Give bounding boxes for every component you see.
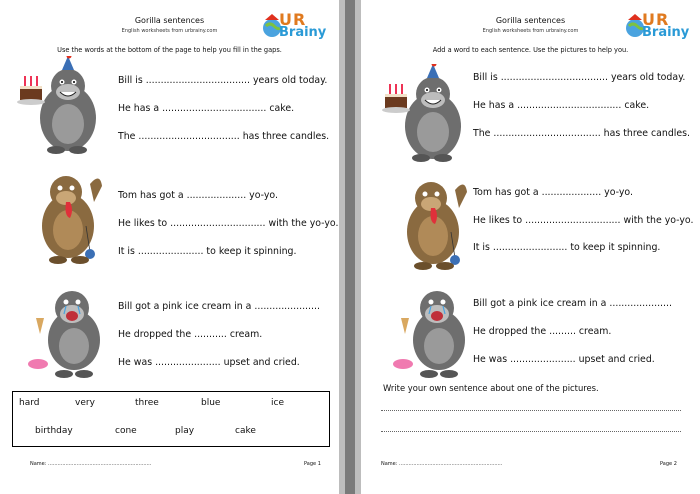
sentence-9: He was ...................... upset and cried.	[473, 354, 655, 365]
writing-line	[381, 410, 681, 411]
sentence-3: The .................................. has three candles.	[118, 131, 330, 142]
page-title: Gorilla sentences	[134, 16, 205, 25]
gorilla-with-yoyo-image	[393, 172, 477, 272]
page-subtitle: English worksheets from urbrainy.com	[482, 28, 579, 34]
gorilla-with-cake-image	[381, 64, 471, 164]
word-bank-box	[12, 391, 330, 447]
logo-text-brainy: Brainy	[642, 25, 690, 40]
gorilla-with-cake-image	[16, 56, 106, 156]
name-field-label: Name: .................................................................	[30, 461, 152, 467]
sentence-4: Tom has got a .................... yo-yo.	[118, 190, 278, 201]
sentence-2: He has a ................................... cake.	[118, 103, 295, 114]
word-bank-item: hard	[19, 398, 40, 408]
sentence-9: He was ...................... upset and cried.	[118, 357, 300, 368]
gorilla-with-yoyo-image	[28, 166, 112, 266]
worksheet-page-2	[361, 0, 700, 494]
urbrainy-logo	[625, 10, 695, 46]
urbrainy-logo	[262, 10, 332, 46]
worksheet-page-1	[0, 0, 339, 494]
sentence-1: Bill is ................................... years old today.	[118, 75, 328, 86]
sentence-2: He has a ................................... cake.	[473, 100, 650, 111]
gorilla-crying-ice-cream-image	[387, 284, 475, 380]
word-bank-item: play	[175, 426, 195, 436]
sentence-7: Bill got a pink ice cream in a ......................	[118, 301, 320, 312]
instruction-text: Add a word to each sentence. Use the pictures to help you.	[432, 46, 629, 54]
sentence-1: Bill is .................................... years old today.	[473, 72, 686, 83]
sentence-8: He dropped the ........... cream.	[118, 329, 263, 340]
sentence-8: He dropped the ......... cream.	[473, 326, 612, 337]
page-separator	[345, 0, 355, 494]
word-bank-item: blue	[201, 398, 221, 408]
word-bank-item: cone	[115, 426, 137, 436]
word-bank-item: three	[135, 398, 159, 408]
page-number: Page 2	[660, 461, 677, 467]
gorilla-crying-ice-cream-image	[22, 284, 110, 380]
page-subtitle: English worksheets from urbrainy.com	[121, 28, 218, 34]
sentence-6: It is ......................... to keep it spinning.	[473, 242, 661, 253]
sentence-7: Bill got a pink ice cream in a .....................	[473, 298, 672, 309]
write-prompt: Write your own sentence about one of the pictures.	[383, 383, 599, 393]
word-bank-item: birthday	[35, 426, 73, 436]
logo-text-brainy: Brainy	[279, 25, 327, 40]
word-bank-item: cake	[235, 426, 256, 436]
sentence-3: The .................................... has three candles.	[473, 128, 691, 139]
logo-text-ur: UR	[279, 10, 307, 29]
logo-text-ur: UR	[642, 10, 670, 29]
writing-line	[381, 431, 681, 432]
instruction-text: Use the words at the bottom of the page to help you fill in the gaps.	[57, 46, 282, 54]
sentence-5: He likes to ................................ with the yo-yo.	[473, 215, 694, 226]
word-bank-item: very	[75, 398, 95, 408]
page-title: Gorilla sentences	[495, 16, 566, 25]
sentence-6: It is ...................... to keep it spinning.	[118, 246, 297, 257]
sentence-5: He likes to ................................ with the yo-yo.	[118, 218, 339, 229]
word-bank-item: ice	[271, 398, 284, 408]
page-number: Page 1	[304, 461, 321, 467]
name-field-label: Name: .................................................................	[381, 461, 503, 467]
sentence-4: Tom has got a .................... yo-yo.	[473, 187, 633, 198]
